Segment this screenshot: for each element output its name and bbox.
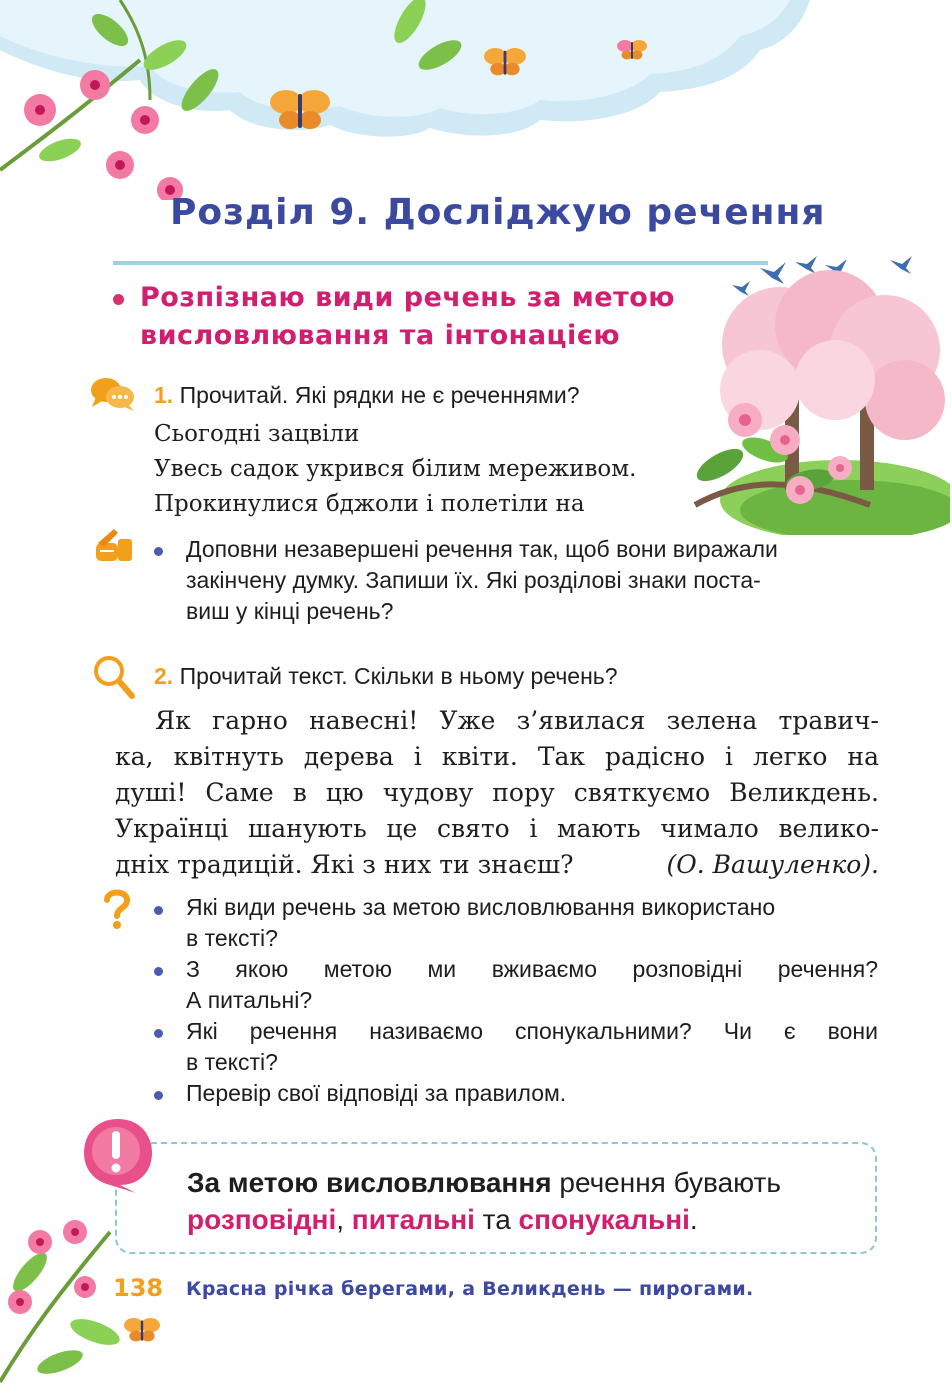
reading-text-line-5-text: дніх традицій. Які з них ти знаєш?	[115, 850, 574, 879]
task-2-text: Прочитай текст. Скільки в ньому речень?	[179, 663, 618, 689]
task-2-number: 2.	[154, 663, 174, 689]
reading-text-line-4: Українці шанують це свято і мають чимало велико-	[115, 814, 879, 843]
footer-branch-decoration	[0, 1212, 170, 1394]
blossom-tree-illustration	[690, 250, 950, 535]
rule-text-line-2	[187, 1204, 698, 1236]
butterfly-icon	[124, 1318, 160, 1341]
page-number: 138	[113, 1274, 164, 1302]
rule-type-imperative: спонукальні	[518, 1204, 690, 1235]
topic-line-1: Розпізнаю види речень за метою	[140, 282, 676, 313]
reading-text-line-2: ка, квітнуть дерева і квіти. Так радісно і легко на	[115, 742, 879, 771]
question-mark-icon	[102, 888, 132, 930]
question-2-line-2: А питальні?	[186, 987, 313, 1013]
header-decoration	[0, 0, 952, 200]
reading-text-author: (О. Вашуленко).	[666, 850, 879, 879]
writing-hand-icon	[92, 527, 136, 565]
exclamation-badge-icon	[80, 1115, 156, 1195]
bullet	[154, 906, 163, 915]
footer-proverb: Красна річка берегами, а Великдень — пирогами.	[186, 1278, 754, 1300]
rule-text-line-1	[187, 1167, 781, 1199]
task-2-prompt	[154, 663, 618, 690]
task-1-line-3: Прокинулися бджоли і полетіли на	[154, 491, 585, 517]
task-1-line-1: Сьогодні зацвіли	[154, 421, 360, 447]
rule-type-interrogative: питальні	[351, 1204, 475, 1235]
rule-rest: речення бувають	[551, 1167, 781, 1198]
task-1-number: 1.	[154, 382, 174, 408]
question-4-line-1: Перевір свої відповіді за правилом.	[186, 1080, 567, 1106]
rule-end: .	[689, 1204, 698, 1235]
title-divider	[113, 261, 768, 265]
topic-bullet	[113, 294, 124, 305]
task-1-instruction-line-1: Доповни незавершені речення так, щоб вони виражали	[186, 536, 778, 562]
task-1-line-2: Увесь садок укрився білим мереживом.	[154, 456, 637, 482]
rule-bold-part: За метою висловлювання	[187, 1167, 552, 1198]
chapter-title: Розділ 9. Досліджую речення	[170, 192, 826, 233]
chat-icon	[90, 375, 136, 413]
question-2-line-1: З якою метою ми вживаємо розповідні речення?	[186, 956, 878, 982]
reading-text-line-5	[115, 850, 879, 879]
task-1-prompt	[154, 382, 580, 409]
bullet	[154, 1091, 163, 1100]
reading-text-line-3: душі! Саме в цю чудову пору святкуємо Великдень.	[115, 778, 879, 807]
rule-sep-1: ,	[336, 1204, 352, 1235]
bullet	[154, 547, 163, 556]
rule-type-declarative: розповідні	[187, 1204, 337, 1235]
bullet	[154, 967, 163, 976]
question-3-line-2: в тексті?	[186, 1049, 278, 1075]
topic-line-2: висловлювання та інтонацією	[140, 320, 621, 351]
question-3-line-1: Які речення називаємо спонукальними? Чи є вони	[186, 1018, 878, 1044]
bullet	[154, 1029, 163, 1038]
question-1-line-1: Які види речень за метою висловлювання використано	[186, 894, 776, 920]
reading-text-line-1: Як гарно навесні! Уже з’явилася зелена травич-	[155, 706, 879, 735]
task-1-text: Прочитай. Які рядки не є реченнями?	[179, 382, 580, 408]
question-1-line-2: в тексті?	[186, 925, 278, 951]
rule-sep-2: та	[474, 1204, 519, 1235]
task-1-instruction-line-3: виш у кінці речень?	[186, 598, 394, 624]
magnifier-icon	[92, 654, 136, 700]
task-1-instruction-line-2: закінчену думку. Запиши їх. Які розділові знаки поста-	[186, 567, 761, 593]
